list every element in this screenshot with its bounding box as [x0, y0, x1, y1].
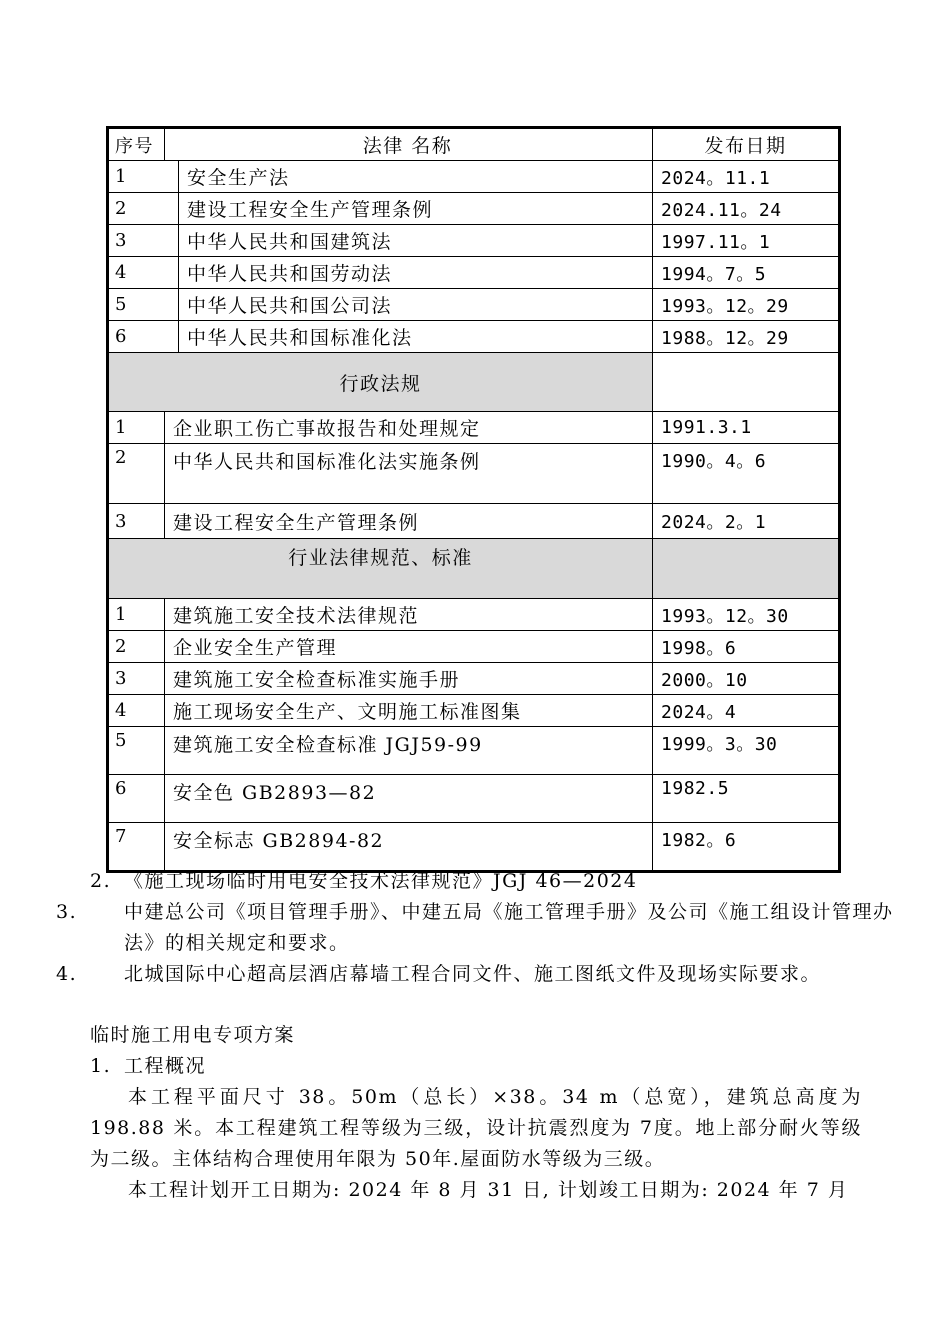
table-row	[108, 775, 840, 823]
table-row	[108, 289, 840, 321]
section-title-industry: 行业法律规范、标准	[108, 539, 653, 599]
row-date: 1991.3.1	[653, 412, 840, 444]
row-date: 1993。12。30	[653, 599, 840, 631]
row-num: 2	[108, 444, 165, 504]
section-title: 临时施工用电专项方案	[90, 1024, 296, 1046]
list-item	[56, 959, 896, 990]
laws-table	[106, 126, 841, 873]
section-row-admin	[108, 353, 840, 412]
table-row	[108, 193, 840, 225]
row-date: 2024。2。1	[653, 504, 840, 539]
table-row	[108, 321, 840, 353]
header-name: 法律 名称	[165, 128, 653, 161]
table-row	[108, 257, 840, 289]
row-name: 安全色 GB2893—82	[165, 775, 653, 823]
row-num: 5	[108, 727, 165, 775]
row-num: 3	[108, 504, 165, 539]
section-empty-cell	[653, 353, 840, 412]
row-date: 1994。7。5	[653, 257, 840, 289]
row-date: 1990。4。6	[653, 444, 840, 504]
row-date: 1998。6	[653, 631, 840, 663]
row-num: 2	[108, 193, 179, 225]
row-name: 建筑施工安全技术法律规范	[165, 599, 653, 631]
list-number: 2.	[90, 870, 112, 892]
row-num: 6	[108, 775, 165, 823]
schedule-paragraph: 本工程计划开工日期为: 2024 年 8 月 31 日, 计划竣工日期为: 2024 年 7 月	[128, 1179, 849, 1201]
header-num: 序号	[108, 128, 165, 161]
table-row	[108, 727, 840, 775]
row-name: 中华人民共和国建筑法	[179, 225, 653, 257]
row-name: 建设工程安全生产管理条例	[179, 193, 653, 225]
row-num: 3	[108, 225, 179, 257]
table-row	[108, 599, 840, 631]
section-title-admin: 行政法规	[108, 353, 653, 412]
list-text: 北城国际中心超高层酒店幕墙工程合同文件、施工图纸文件及现场实际要求。	[124, 963, 822, 985]
section-row-industry	[108, 539, 840, 599]
row-date: 1988。12。29	[653, 321, 840, 353]
row-num: 4	[108, 257, 179, 289]
table-row	[108, 161, 840, 193]
table-row	[108, 444, 840, 504]
row-num: 3	[108, 663, 165, 695]
row-name: 安全标志 GB2894-82	[165, 823, 653, 872]
row-num: 5	[108, 289, 179, 321]
list-number: 3.	[56, 901, 78, 923]
list-text: 《施工现场临时用电安全技术法律规范》JGJ 46—2024	[124, 870, 638, 892]
table-row	[108, 823, 840, 872]
row-name: 施工现场安全生产、文明施工标准图集	[165, 695, 653, 727]
row-num: 1	[108, 161, 179, 193]
row-date: 1993。12。29	[653, 289, 840, 321]
row-name: 中华人民共和国标准化法实施条例	[165, 444, 653, 504]
row-num: 1	[108, 599, 165, 631]
row-num: 6	[108, 321, 179, 353]
table-row	[108, 663, 840, 695]
row-num: 1	[108, 412, 165, 444]
row-date: 2024.11。24	[653, 193, 840, 225]
header-date: 发布日期	[653, 128, 840, 161]
table-row	[108, 504, 840, 539]
table-header-row	[108, 128, 840, 161]
row-num: 2	[108, 631, 165, 663]
row-name: 企业安全生产管理	[165, 631, 653, 663]
table-row	[108, 412, 840, 444]
list-item	[56, 897, 896, 959]
overview-heading	[90, 1051, 862, 1082]
row-name: 建筑施工安全检查标准实施手册	[165, 663, 653, 695]
row-name: 中华人民共和国劳动法	[179, 257, 653, 289]
table-row	[108, 631, 840, 663]
list-text: 中建总公司《项目管理手册》、中建五局《施工管理手册》及公司《施工组设计管理办法》的相关规定和要求。	[124, 901, 894, 954]
row-date: 2000。10	[653, 663, 840, 695]
section-shaded-cell	[653, 539, 840, 599]
table-row	[108, 695, 840, 727]
list-item	[90, 866, 862, 897]
row-date: 1999。3。30	[653, 727, 840, 775]
row-name: 建设工程安全生产管理条例	[165, 504, 653, 539]
row-date: 2024。4	[653, 695, 840, 727]
overview-paragraph: 本工程平面尺寸 38。50m（总长）×38。34 m（总宽），建筑总高度为 198.88 米。本工程建筑工程等级为三级，设计抗震烈度为 7度。地上部分耐火等级为二级。主体结构合理使用年限为 50年.屋面防水等级为三级。	[90, 1086, 862, 1170]
row-name: 建筑施工安全检查标准 JGJ59-99	[165, 727, 653, 775]
row-num: 4	[108, 695, 165, 727]
row-name: 中华人民共和国标准化法	[179, 321, 653, 353]
row-date: 1982.5	[653, 775, 840, 823]
list-number: 4.	[56, 963, 78, 985]
table-row	[108, 225, 840, 257]
row-name: 企业职工伤亡事故报告和处理规定	[165, 412, 653, 444]
overview-number: 1.	[90, 1055, 112, 1077]
row-date: 2024。11.1	[653, 161, 840, 193]
row-num: 7	[108, 823, 165, 872]
row-date: 1997.11。1	[653, 225, 840, 257]
row-name: 安全生产法	[179, 161, 653, 193]
row-date: 1982。6	[653, 823, 840, 872]
row-name: 中华人民共和国公司法	[179, 289, 653, 321]
overview-title: 工程概况	[124, 1055, 207, 1077]
